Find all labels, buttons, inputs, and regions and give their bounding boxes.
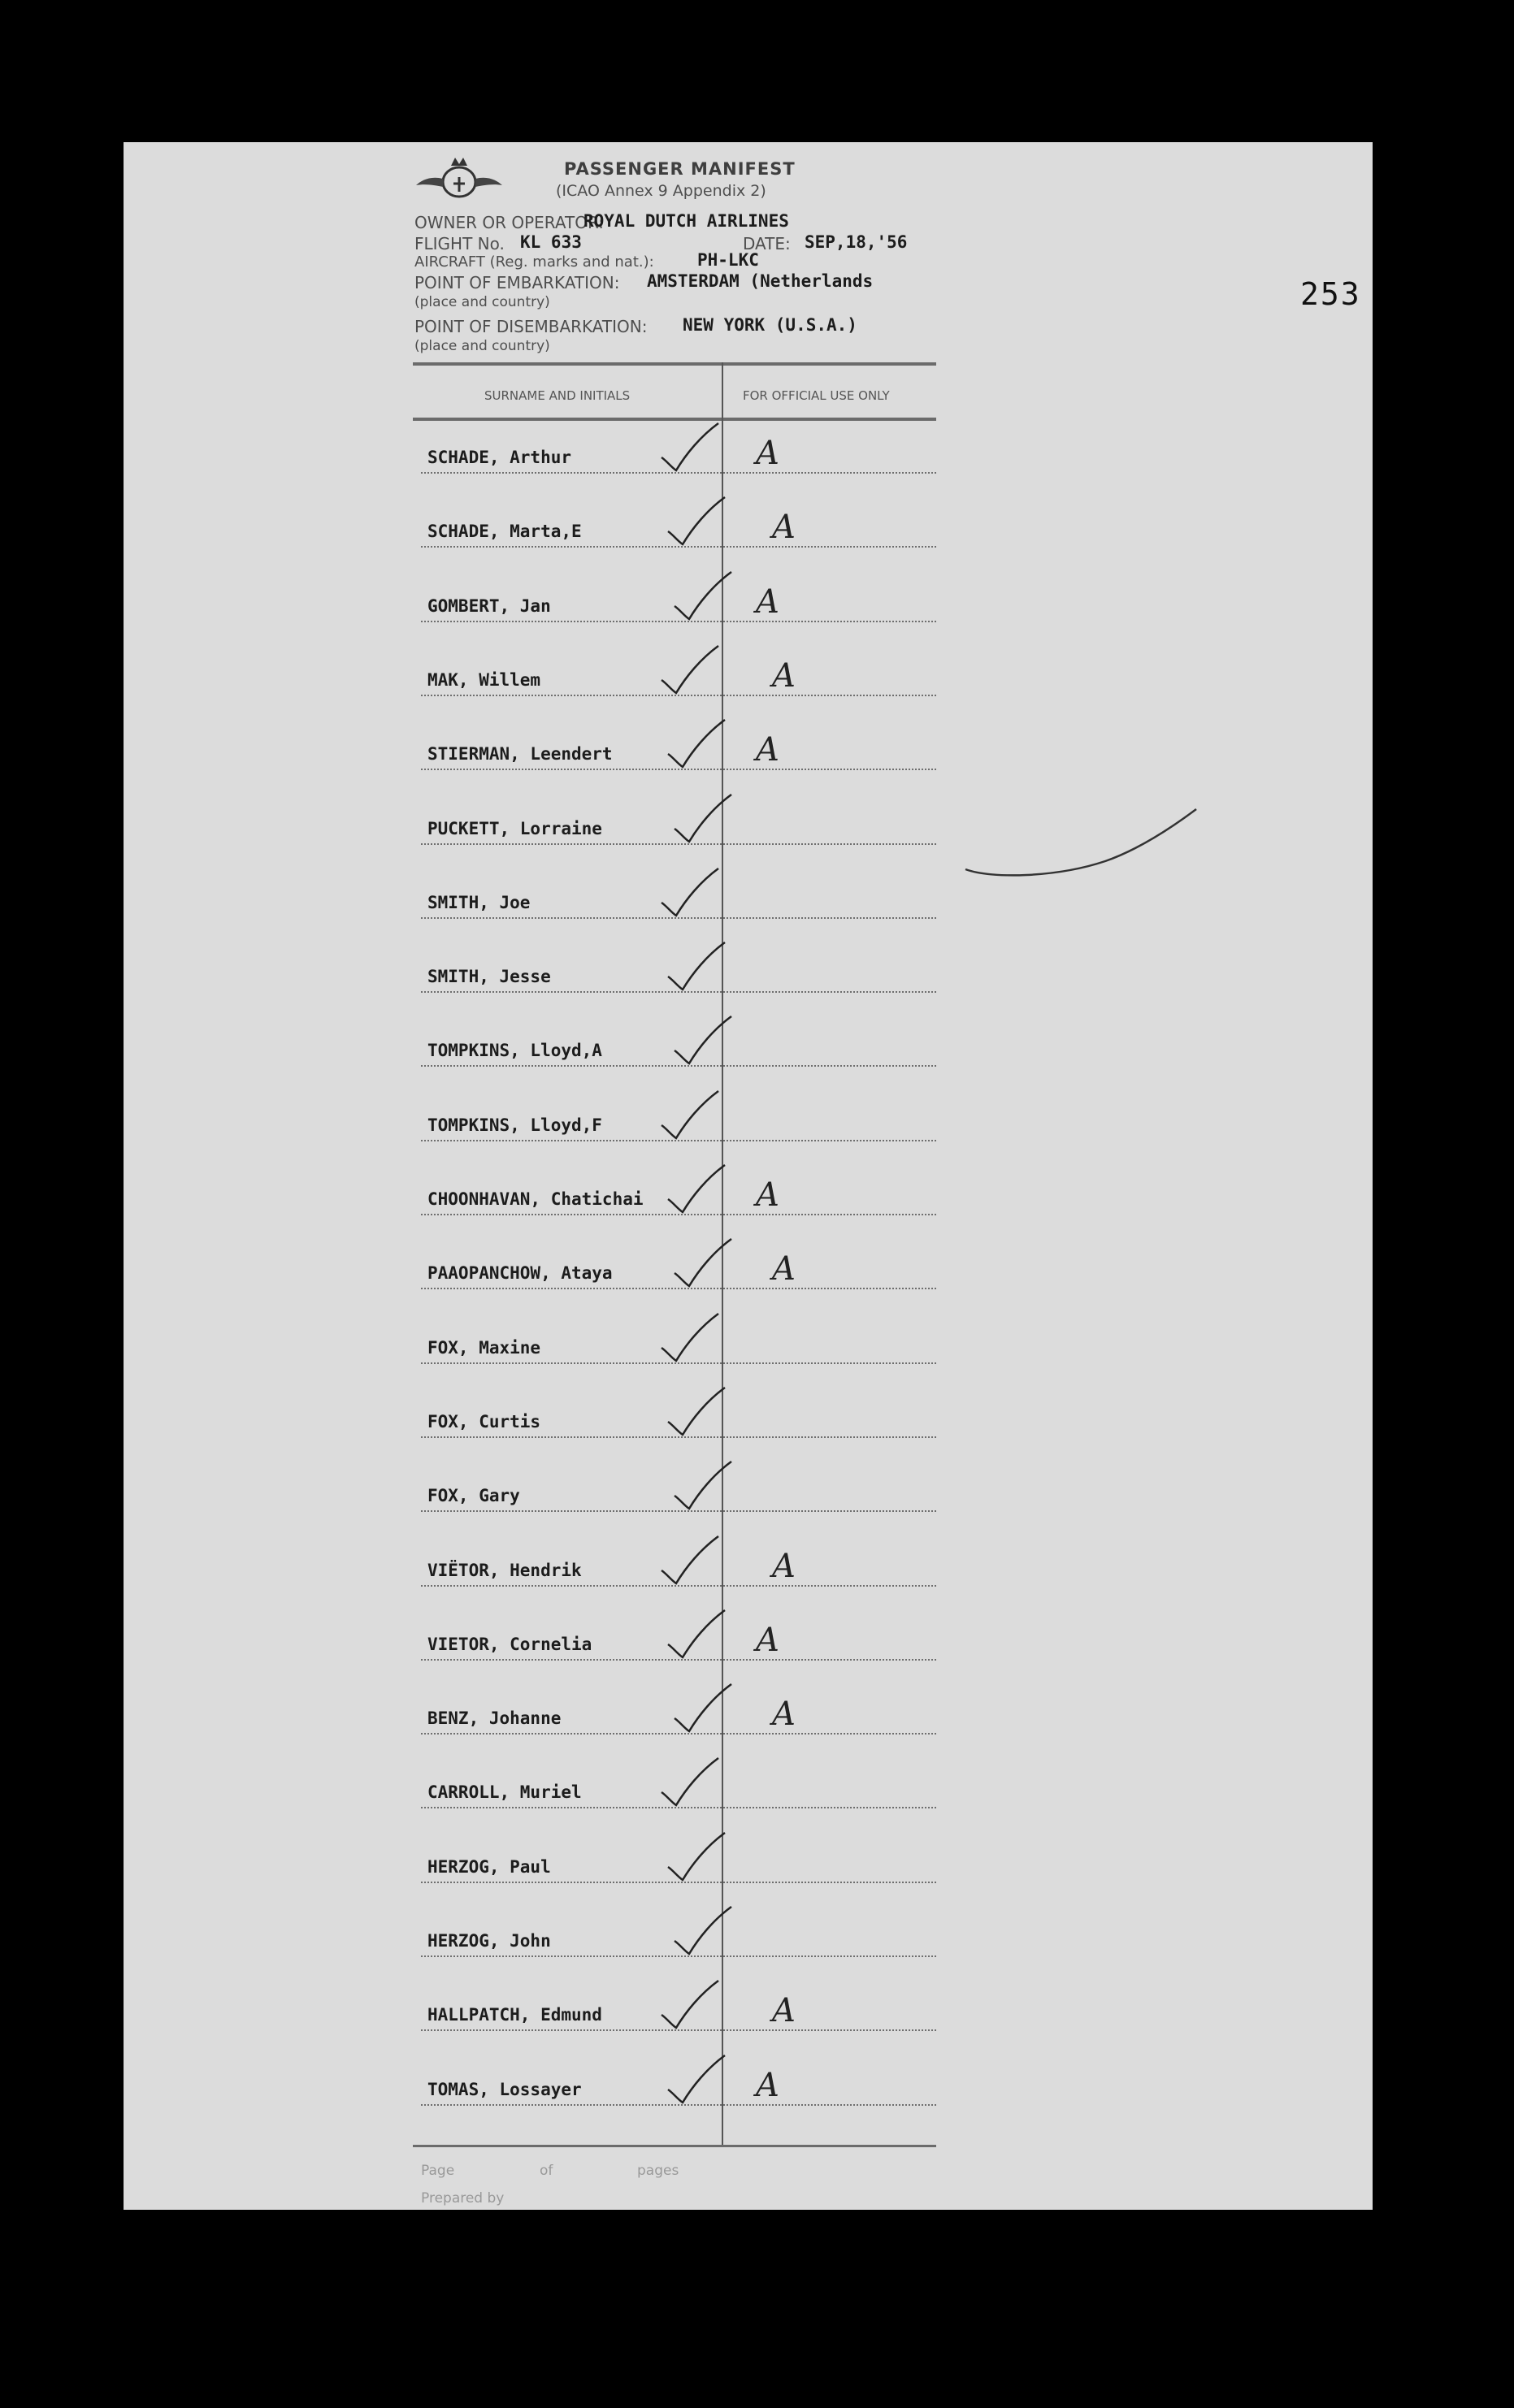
footer-pages-label: pages [637, 2163, 679, 2179]
disembark-label: POINT OF DISEMBARKATION: [414, 317, 648, 336]
passenger-name: TOMPKINS, Lloyd,F [427, 1115, 602, 1135]
check-mark-icon [658, 1979, 723, 2031]
check-mark-icon [665, 1386, 730, 1438]
passenger-name: VIËTOR, Hendrik [427, 1561, 582, 1580]
official-mark: A [772, 1548, 796, 1585]
official-mark: A [756, 1176, 779, 1214]
check-mark-icon [671, 1015, 736, 1067]
klm-crown-logo [414, 151, 504, 205]
official-mark: A [756, 1622, 779, 1659]
check-mark-icon [658, 1535, 723, 1587]
passenger-name: PUCKETT, Lorraine [427, 819, 602, 838]
passenger-name: PAAOPANCHOW, Ataya [427, 1263, 613, 1283]
stray-pen-mark [959, 804, 1203, 886]
check-mark-icon [658, 1756, 723, 1808]
page-number: 253 [1300, 276, 1361, 312]
check-mark-icon [665, 1609, 730, 1661]
manifest-title: PASSENGER MANIFEST [564, 159, 796, 179]
owner-value: ROYAL DUTCH AIRLINES [583, 211, 789, 231]
check-mark-icon [665, 1163, 730, 1215]
flight-value: KL 633 [520, 232, 582, 252]
check-mark-icon [658, 1312, 723, 1364]
embark-label: POINT OF EMBARKATION: [414, 273, 620, 292]
check-mark-icon [671, 1237, 736, 1289]
passenger-name: SCHADE, Arthur [427, 448, 572, 467]
passenger-name: BENZ, Johanne [427, 1709, 562, 1728]
check-mark-icon [671, 1460, 736, 1512]
embark-value: AMSTERDAM (Netherlands [647, 271, 874, 291]
check-mark-icon [665, 718, 730, 770]
official-mark: A [772, 657, 796, 695]
passenger-name: TOMAS, Lossayer [427, 2080, 582, 2099]
passenger-name: SMITH, Jesse [427, 967, 551, 986]
date-value: SEP,18,'56 [805, 232, 908, 252]
check-mark-icon [658, 1089, 723, 1141]
check-mark-icon [671, 793, 736, 845]
official-mark: A [772, 1250, 796, 1288]
official-mark: A [772, 1696, 796, 1733]
passenger-name: CARROLL, Muriel [427, 1782, 582, 1802]
passenger-name: GOMBERT, Jan [427, 596, 551, 616]
passenger-name: VIETOR, Cornelia [427, 1635, 592, 1654]
passenger-name: FOX, Maxine [427, 1338, 541, 1358]
aircraft-label: AIRCRAFT (Reg. marks and nat.): [414, 253, 654, 271]
header-rule [413, 362, 936, 366]
footer-prepared-label: Prepared by [421, 2190, 505, 2207]
footer-of-label: of [540, 2163, 553, 2179]
disembark-note: (place and country) [414, 338, 550, 354]
official-mark: A [756, 435, 779, 472]
official-mark: A [756, 583, 779, 621]
check-mark-icon [658, 644, 723, 696]
manifest-paper [124, 142, 1373, 2210]
check-mark-icon [671, 1683, 736, 1735]
check-mark-icon [658, 867, 723, 919]
check-mark-icon [665, 2054, 730, 2106]
check-mark-icon [665, 496, 730, 548]
passenger-name: HALLPATCH, Edmund [427, 2005, 602, 2025]
official-column-header: FOR OFFICIAL USE ONLY [743, 388, 890, 403]
disembark-value: NEW YORK (U.S.A.) [683, 315, 857, 335]
passenger-name: HERZOG, John [427, 1931, 551, 1951]
column-header-rule [413, 418, 936, 421]
flight-label: FLIGHT No. [414, 234, 505, 253]
surname-column-header: SURNAME AND INITIALS [484, 388, 631, 403]
check-mark-icon [665, 1831, 730, 1883]
passenger-name: SMITH, Joe [427, 893, 531, 912]
embark-note: (place and country) [414, 294, 550, 310]
passenger-name: CHOONHAVAN, Chatichai [427, 1189, 644, 1209]
official-mark: A [756, 2067, 779, 2104]
passenger-name: HERZOG, Paul [427, 1857, 551, 1877]
manifest-subtitle: (ICAO Annex 9 Appendix 2) [556, 182, 766, 200]
check-mark-icon [665, 941, 730, 993]
bottom-rule [413, 2145, 936, 2147]
check-mark-icon [671, 570, 736, 622]
passenger-name: FOX, Curtis [427, 1412, 541, 1431]
passenger-name: MAK, Willem [427, 670, 541, 690]
footer-page-label: Page [421, 2163, 455, 2179]
passenger-name: FOX, Gary [427, 1486, 520, 1505]
passenger-name: STIERMAN, Leendert [427, 744, 613, 764]
official-mark: A [772, 509, 796, 546]
passenger-name: SCHADE, Marta,E [427, 522, 582, 541]
owner-label: OWNER OR OPERATOR: [414, 213, 604, 232]
date-label: DATE: [743, 234, 791, 253]
passenger-name: TOMPKINS, Lloyd,A [427, 1041, 602, 1060]
official-mark: A [756, 731, 779, 769]
official-mark: A [772, 1992, 796, 2029]
check-mark-icon [658, 422, 723, 474]
aircraft-value: PH-LKC [697, 250, 759, 270]
check-mark-icon [671, 1905, 736, 1957]
